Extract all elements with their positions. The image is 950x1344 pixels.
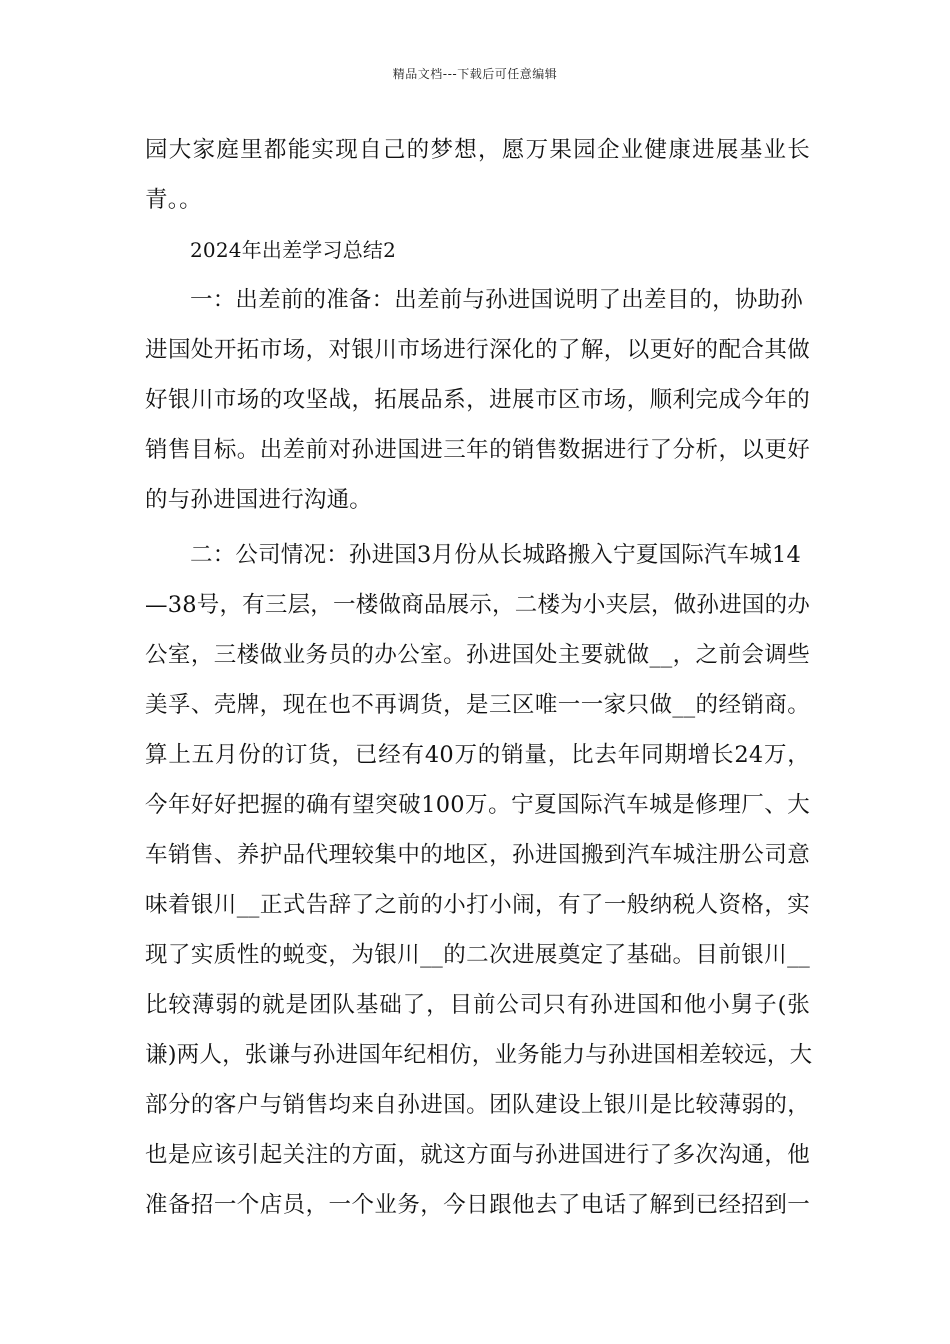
text-line: 车销售、养护品代理较集中的地区，孙进国搬到汽车城注册公司意 [145,842,810,868]
paragraph-first-line: 二：公司情况：孙进国3月份从长城路搬入宁夏国际汽车城14 [190,542,802,568]
text-line: 部分的客户与销售均来自孙进国。团队建设上银川是比较薄弱的， [145,1092,810,1118]
text-line: 进国处开拓市场，对银川市场进行深化的了解，以更好的配合其做 [145,337,810,363]
text-line: 的与孙进国进行沟通。 [145,487,373,513]
text-line: 销售目标。出差前对孙进国进三年的销售数据进行了分析，以更好 [145,437,810,463]
text-line: 美孚、壳牌，现在也不再调货，是三区唯一一家只做__的经销商。 [145,692,810,718]
text-line: 青。。 [145,187,202,213]
section-title: 2024年出差学习总结2 [190,238,397,262]
paragraph-first-line: 一：出差前的准备：出差前与孙进国说明了出差目的，协助孙 [190,287,803,313]
text-line: 算上五月份的订货，已经有40万的销量，比去年同期增长24万， [145,742,810,768]
text-line: 好银川市场的攻坚战，拓展品系，进展市区市场，顺利完成今年的 [145,387,810,413]
text-line: 味着银川__正式告辞了之前的小打小闹，有了一般纳税人资格，实 [145,892,810,918]
page-header: 精品文档---下载后可任意编辑 [392,67,558,81]
document-body [145,125,813,1230]
text-line: 今年好好把握的确有望突破100万。宁夏国际汽车城是修理厂、大 [145,792,810,818]
text-line: —38号，有三层，一楼做商品展示，二楼为小夹层，做孙进国的办 [145,592,810,618]
text-line: 也是应该引起关注的方面，就这方面与孙进国进行了多次沟通，他 [145,1142,810,1168]
text-line: 园大家庭里都能实现自己的梦想，愿万果园企业健康进展基业长 [145,137,810,163]
text-line: 公室，三楼做业务员的办公室。孙进国处主要就做__，之前会调些 [145,642,810,668]
text-line: 现了实质性的蜕变，为银川__的二次进展奠定了基础。目前银川__ [145,942,810,968]
text-line: 谦)两人，张谦与孙进国年纪相仿，业务能力与孙进国相差较远，大 [145,1042,813,1068]
text-line: 比较薄弱的就是团队基础了，目前公司只有孙进国和他小舅子(张 [145,992,810,1018]
text-line: 准备招一个店员，一个业务，今日跟他去了电话了解到已经招到一 [145,1192,810,1218]
